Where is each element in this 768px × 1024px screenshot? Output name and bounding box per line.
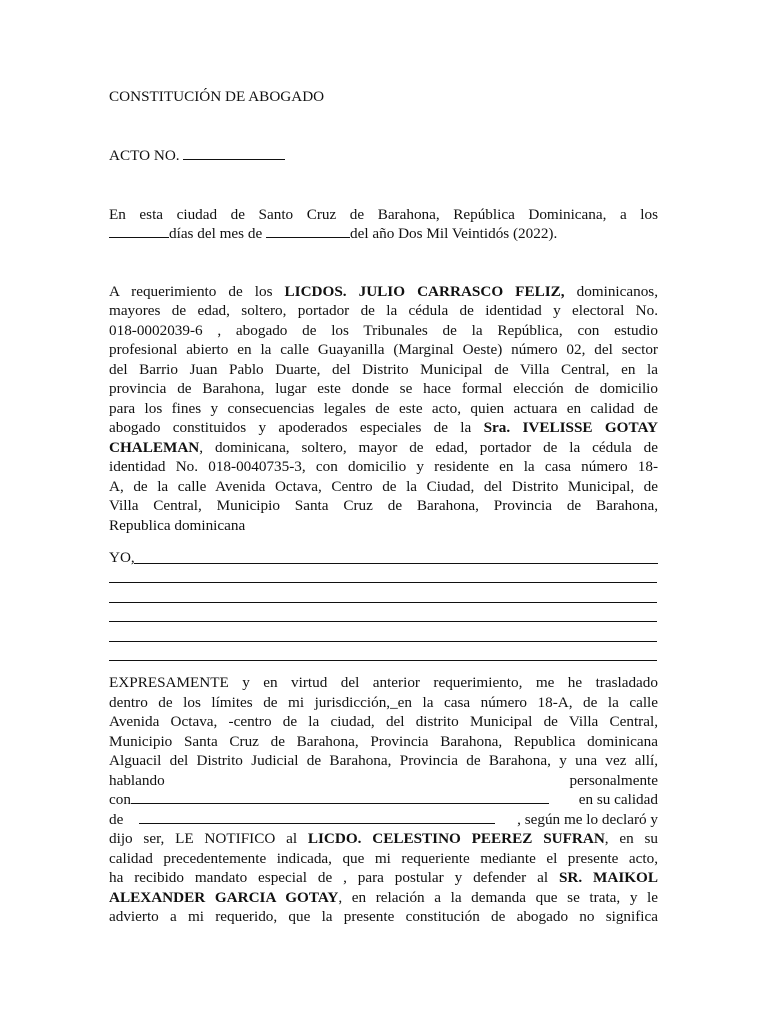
exp-line-2: dentro de los límites de mi jurisdicción,_en la casa número 18-A, de la calle: [109, 694, 658, 711]
exp-line-8: [109, 810, 658, 830]
act-number-label: ACTO NO.: [109, 147, 180, 164]
act-number-blank: [183, 147, 285, 160]
intro-line-1: En esta ciudad de Santo Cruz de Barahona, República Dominicana, a los: [109, 206, 658, 223]
intro-year-text: del año Dos Mil Veintidós (2022).: [350, 225, 558, 242]
exp-line-5: Alguacil del Distrito Judicial de Barahona, Provincia de Barahona, y una vez allí,: [109, 752, 658, 769]
role-blank: [139, 811, 495, 824]
req-line-4: profesional abierto en la calle Guayanilla (Marginal Oeste) número 02, del sector: [109, 341, 658, 358]
exp-line-13: advierto a mi requerido, que la presente constitución de abogado no significa: [109, 908, 658, 925]
exp-line-9: [109, 829, 658, 849]
req-line-7: para los fines y consecuencias legales de este acto, quien actuara en calidad de: [109, 400, 658, 417]
req-line-10: identidad No. 018-0040735-3, con domicilio y residente en la casa número 18-: [109, 458, 658, 475]
req-text: A requerimiento de los: [109, 283, 273, 300]
defendant-name: SR. MAIKOL: [558, 869, 659, 886]
exp-line-6: [109, 771, 658, 791]
exp-line-1: EXPRESAMENTE y en virtud del anterior requerimiento, me he trasladado: [109, 674, 658, 691]
req-line-1: [109, 282, 658, 302]
client-surname: CHALEMAN: [109, 439, 200, 456]
req-line-6: provincia de Barahona, lugar este donde se hace formal elección de domicilio: [109, 380, 658, 397]
req-line-12: Villa Central, Municipio Santa Cruz de Barahona, Provincia de Barahona,: [109, 497, 658, 514]
req-line-3: 018-0002039-6 , abogado de los Tribunales de la República, con estudio: [109, 322, 658, 339]
person-blank: [131, 791, 549, 804]
req-line-2: mayores de edad, soltero, portador de la cédula de identidad y electoral No.: [109, 302, 658, 319]
exp-text-with-blank: [109, 790, 549, 810]
exp-line-10: calidad precedentemente indicada, que mi requeriente mediante el presente acto,: [109, 850, 658, 867]
exp-text: dijo ser, LE NOTIFICO al: [109, 830, 298, 847]
exp-text: ha recibido mandato especial de , para postular y defender al: [109, 869, 549, 886]
exp-text: en su calidad: [578, 791, 658, 808]
exp-line-12: [109, 888, 658, 908]
yo-label: YO,: [109, 549, 135, 566]
day-blank: [109, 225, 169, 238]
month-blank: [266, 225, 350, 238]
req-text: , dominicana, soltero, mayor de edad, portador de la cédula de: [199, 439, 658, 456]
req-line-9: [109, 438, 658, 458]
req-text: dominicanos,: [576, 283, 659, 300]
req-text: abogado constituidos y apoderados especiales de la: [109, 419, 472, 436]
req-line-5: del Barrio Juan Pablo Duarte, del Distrito Municipal de Villa Central, en la: [109, 361, 658, 378]
lawyer-name: LICDOS. JULIO CARRASCO FELIZ,: [284, 283, 565, 300]
yo-blank-line: [134, 563, 658, 564]
blank-line: [109, 621, 657, 622]
exp-text: , en su: [604, 830, 659, 847]
req-line-11: A, de la calle Avenida Octava, Centro de la Ciudad, del Distrito Municipal, de: [109, 478, 658, 495]
exp-text-with-blank: [109, 810, 495, 830]
exp-text: , en relación a la demanda que se trata, y le: [338, 889, 658, 906]
exp-text: de: [109, 811, 124, 828]
blank-line: [109, 660, 657, 661]
exp-line-7: [109, 790, 658, 810]
intro-days-text: días del mes de: [169, 225, 263, 242]
req-line-8: [109, 418, 658, 438]
blank-line: [109, 582, 657, 583]
exp-text: con: [109, 791, 131, 808]
exp-text: hablando: [109, 772, 165, 789]
req-line-13: Republica dominicana: [109, 517, 246, 534]
exp-line-4: Municipio Santa Cruz de Barahona, Provincia Barahona, Republica dominicana: [109, 733, 658, 750]
blank-line: [109, 641, 657, 642]
exp-line-3: Avenida Octava, -centro de la ciudad, del distrito Municipal de Villa Central,: [109, 713, 658, 730]
defendant-surname: ALEXANDER GARCIA GOTAY: [109, 889, 339, 906]
exp-text: , según me lo declaró y: [517, 811, 658, 828]
act-number: [109, 146, 285, 166]
blank-line: [109, 602, 657, 603]
exp-text: personalmente: [569, 772, 658, 789]
client-name: Sra. IVELISSE GOTAY: [483, 419, 659, 436]
notified-lawyer-name: LICDO. CELESTINO PEEREZ SUFRAN: [307, 830, 605, 847]
exp-line-11: [109, 868, 658, 888]
document-title: CONSTITUCIÓN DE ABOGADO: [109, 88, 325, 105]
intro-line-2: [109, 224, 557, 244]
